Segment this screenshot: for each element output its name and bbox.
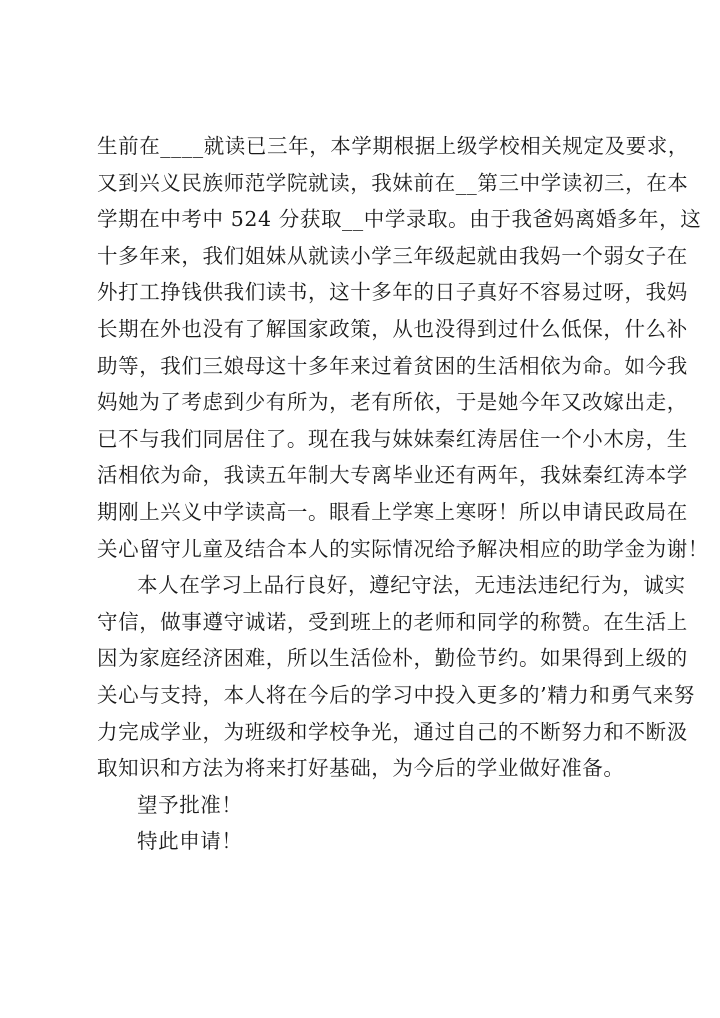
text-line: 又到兴义民族师范学院就读，我妹前在__第三中学读初三，在本 xyxy=(97,170,689,195)
text-line: 守信，做事遵守诚诺，受到班上的老师和同学的称赞。在生活上 xyxy=(97,609,688,634)
text-line: 外打工挣钱供我们读书，这十多年的日子真好不容易过呀，我妈 xyxy=(97,280,688,305)
text-line: 力完成学业，为班级和学校争光，通过自己的不断努力和不断汲 xyxy=(97,719,688,744)
text-line: 关心与支持，本人将在今后的学习中投入更多的’精力和勇气来努 xyxy=(97,682,695,707)
text-line: 十多年来，我们姐妹从就读小学三年级起就由我妈一个弱女子在 xyxy=(97,243,688,268)
text-line: 本人在学习上品行良好，遵纪守法，无违法违纪行为，诚实 xyxy=(137,573,686,598)
text-line: 因为家庭经济困难，所以生活俭朴，勤俭节约。如果得到上级的 xyxy=(97,646,688,671)
closing-request: 望予批准！ xyxy=(137,792,243,817)
document-body xyxy=(97,128,709,860)
text-line: 助等，我们三娘母这十多年来过着贫困的生活相依为命。如今我 xyxy=(97,353,688,378)
text-line: 活相依为命，我读五年制大专离毕业还有两年，我妹秦红涛本学 xyxy=(97,463,688,488)
text-line: 妈她为了考虑到少有所为，老有所依，于是她今年又改嫁出走， xyxy=(97,390,688,415)
text-line: 已不与我们同居住了。现在我与妹妹秦红涛居住一个小木房，生 xyxy=(97,426,688,451)
text-line: 学期在中考中 524 分获取__中学录取。由于我爸妈离婚多年，这 xyxy=(97,207,702,232)
text-line: 长期在外也没有了解国家政策，从也没得到过什么低保，什么补 xyxy=(97,316,688,341)
text-line: 生前在____就读已三年，本学期根据上级学校相关规定及要求， xyxy=(97,134,689,158)
text-line: 关心留守儿童及结合本人的实际情况给予解决相应的助学金为谢！ xyxy=(97,536,709,561)
paragraph-2 xyxy=(97,567,695,787)
paragraph-1 xyxy=(97,128,709,567)
text-line: 取知识和方法为将来打好基础，为今后的学业做好准备。 xyxy=(97,756,625,781)
text-line: 期刚上兴义中学读高一。眼看上学寒上寒呀！所以申请民政局在 xyxy=(97,499,688,524)
closing-statement: 特此申请！ xyxy=(137,829,243,854)
